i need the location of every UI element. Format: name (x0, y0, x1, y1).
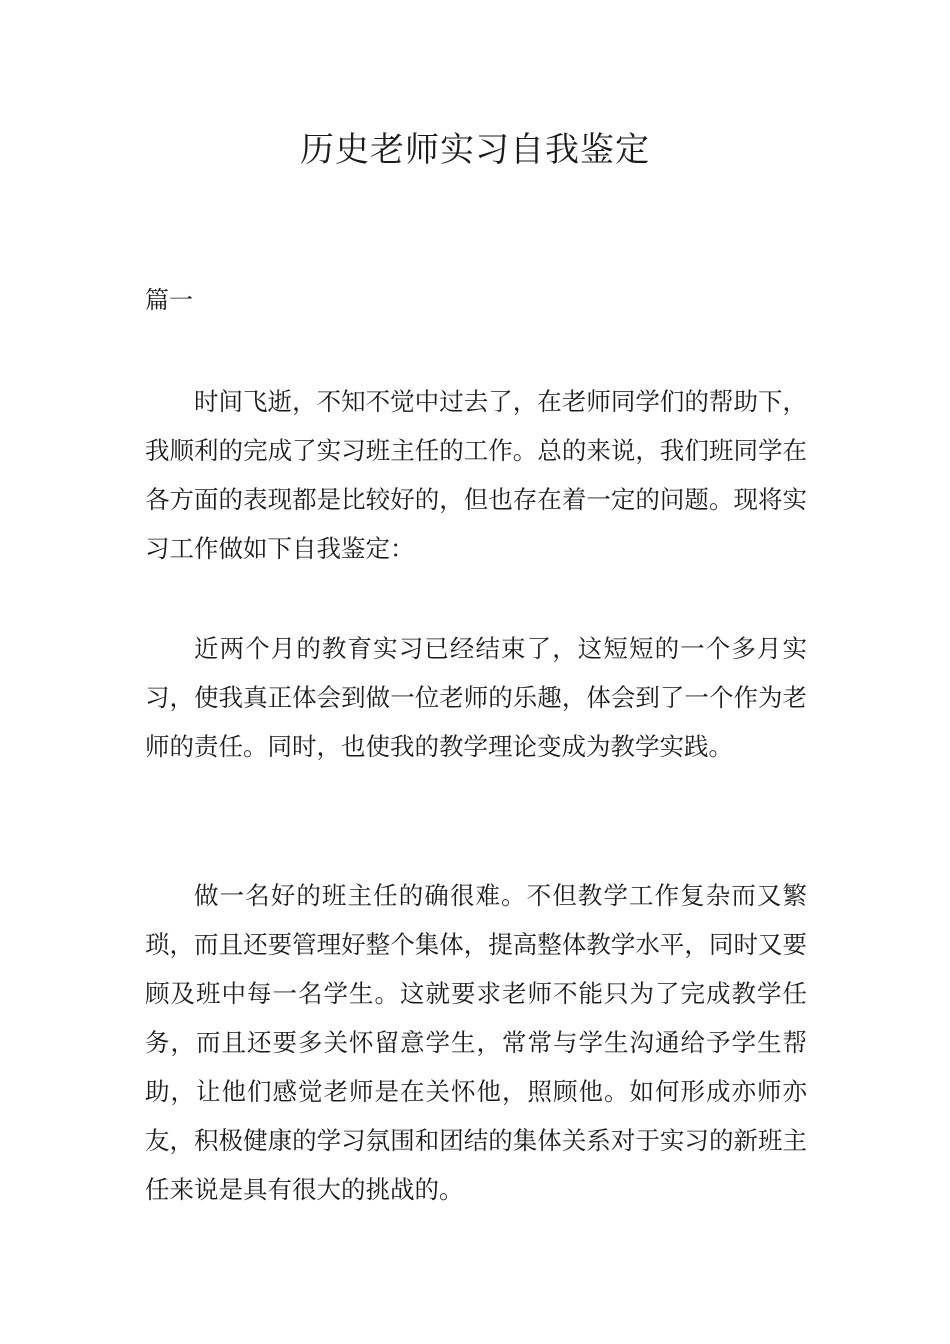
paragraph-3: 做一名好的班主任的确很难。不但教学工作复杂而又繁琐，而且还要管理好整个集体，提高整体教学水平，同时又要顾及班中每一名学生。这就要求老师不能只为了完成教学任务，而且还要多关怀留意学生，常常与学生沟通给予学生帮助，让他们感觉老师是在关怀他，照顾他。如何形成亦师亦友，积极健康的学习氛围和团结的集体关系对于实习的新班主任来说是具有很大的挑战的。 (145, 881, 807, 1204)
paragraph-2: 近两个月的教育实习已经结束了，这短短的一个多月实习，使我真正体会到做一位老师的乐趣，体会到了一个作为老师的责任。同时，也使我的教学理论变成为教学实践。 (145, 634, 807, 761)
document-title: 历史老师实习自我鉴定 (300, 130, 650, 170)
paragraph-1: 时间飞逝，不知不觉中过去了，在老师同学们的帮助下，我顺利的完成了实习班主任的工作。总的来说，我们班同学在各方面的表现都是比较好的，但也存在着一定的问题。现将实习工作做如下自我鉴定： (145, 387, 807, 563)
section-label: 篇一 (145, 286, 193, 314)
